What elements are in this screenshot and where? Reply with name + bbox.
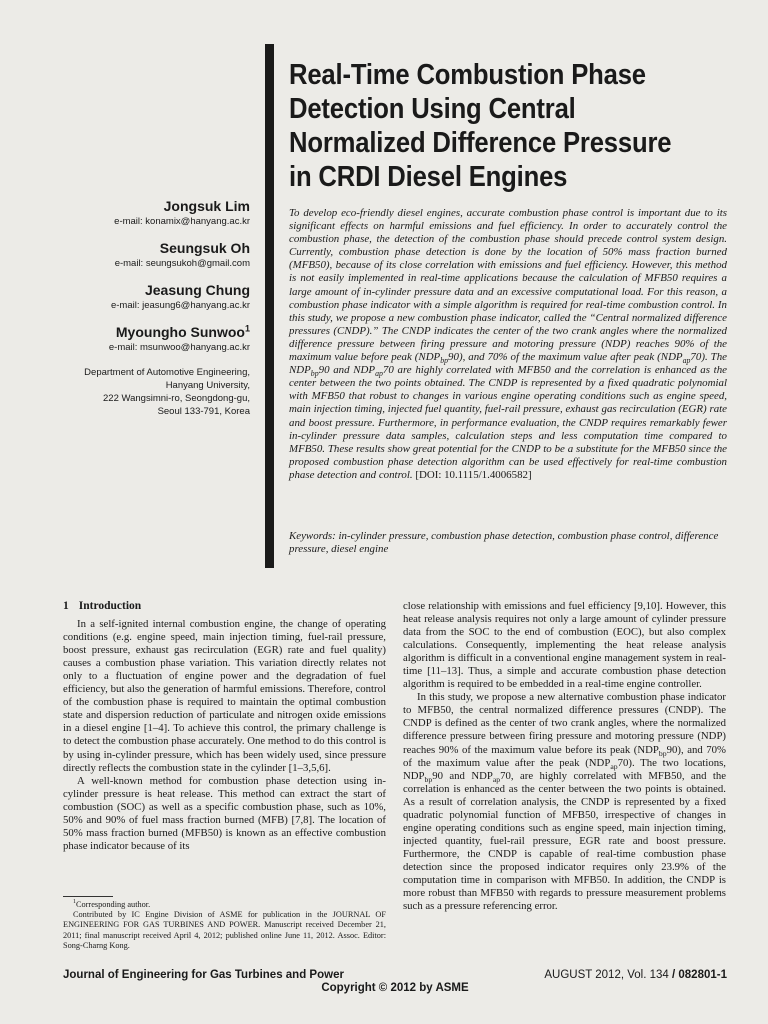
affiliation: Department of Automotive Engineering, Hanyang University, 222 Wangsimni-ro, Seongdong-gu, Seoul 133-791, Korea	[84, 367, 250, 417]
author-1	[60, 198, 250, 228]
page-number: 082801-1	[678, 969, 727, 981]
left-column	[63, 600, 386, 853]
footnote: Contributed by IC Engine Division of ASME for publication in the JOURNAL OF ENGINEERING FOR GAS TURBINES AND POWER. Manuscript received December 21, 2011; final manuscript received April 4, 2012; published online June 11, 2012. Assoc. Editor: Song-Charng Kong.	[63, 910, 386, 950]
author-name: Jongsuk Lim	[163, 198, 250, 214]
footnote-rule	[63, 896, 113, 897]
author-email[interactable]: e-mail: msunwoo@hanyang.ac.kr	[108, 342, 250, 353]
author-name: Myoungho Sunwoo$^1$	[115, 323, 250, 340]
right-column	[403, 600, 726, 913]
corresponding-marker: 1	[244, 323, 250, 334]
paragraph: In this study, we propose a new alternative combustion phase indicator to MFB50, the central normalized difference pressures (CNDP). The CNDP is defined as the center of two crank angles, where the normalized difference pressure between firing pressure and motoring pressure (NDP) reaches 90% of the maximum value before its peak $(NDP_{bp}90)$, and 70% of the maximum value after the peak $(NDP_{ap}70)$. The two locations, $NDP_{bp}90$ and $NDP_{ap}70$, are highly correlated with MFB50, and the correlation is enhanced as the center between the two points is obtained. As a result of correlation analysis, the CNDP is represented by a fixed quadratic polynomial function of MFB50, irrespective of changes in engine operating conditions such as engine speed, main injection timing, injected quantity, fuel-rail pressure, EGR rate and boost pressure. Furthermore, the CNDP is capable of real-time combustion phase detection since the proposed indicator requires only 23.9% of the computation time in comparison with MFB50. In addition, the CNDP is more robust than MFB50 with regards to pressure measurement problems such as a pressure referencing error.	[403, 691, 726, 913]
author-4	[60, 324, 250, 354]
paragraph: In a self-ignited internal combustion engine, the change of operating conditions (e.g. engine speed, main injection timing, fuel-rail pressure, boost pressure, exhaust gas recirculation (EGR) rate and fuel quality) causes a combustion phase variation. This variation directly relates not only to a fluctuation of engine power and the degradation of fuel efficiency, but also the generation of harmful emissions. Therefore, control of the combustion phase is required to maintain the optimal combustion state and dispersion reduction of particulate and nitrogen oxide emissions in a diesel engine [1–4]. To achieve this control, the primary challenge is to detect the combustion phase accurately. One method to do this control is by using in-cylinder pressure, which has been widely used, since pressure directly reflects the combustion state in the cylinder [1–3,5,6].	[63, 618, 386, 774]
journal-name: Journal of Engineering for Gas Turbines and Power	[63, 969, 344, 981]
author-email[interactable]: e-mail: seungsukoh@gmail.com	[114, 258, 250, 269]
keywords: Keywords: in-cylinder pressure, combustion phase detection, combustion phase control, difference pressure, diesel engine	[289, 530, 719, 556]
author-email[interactable]: e-mail: konamix@hanyang.ac.kr	[114, 216, 250, 227]
paper-title: Real-Time Combustion Phase Detection Using Central Normalized Difference Pressure in CRDI Diesel Engines	[289, 59, 672, 193]
footnote: $^1$Corresponding author.	[73, 899, 151, 909]
author-email[interactable]: e-mail: jeasung6@hanyang.ac.kr	[110, 300, 250, 311]
title-rule	[265, 44, 274, 568]
author-3	[60, 282, 250, 312]
author-name: Seungsuk Oh	[159, 240, 250, 256]
paragraph: close relationship with emissions and fuel efficiency [9,10]. However, this heat release analysis requires not only a large amount of cylinder pressure data from the SOC to the end of combustion (EOC), but also complex calculations. Consequently, implementing the heat release analysis algorithm is difficult in a conventional engine management system in real-time [11–13]. Thus, a simple and accurate combustion phase detection algorithm is required to be embedded in a real-time engine controller.	[403, 600, 726, 691]
footnotes	[63, 900, 386, 951]
abstract: To develop eco-friendly diesel engines, accurate combustion phase control is important due to its significant effects on harmful emissions and fuel efficiency. In order to accurately control the combustion phase, the detection of the combustion phase should precede control system design. Currently, combustion phase detection is done by the location of 50% mass fraction burned (MFB50), because of its close correlation with emissions and fuel efficiency. However, this method is not easily implemented in real-time applications because the calculation of MFB50 requires a large amount of in-cylinder pressure data and an excessive computational load. For this reason, a combustion phase indicator with a simple algorithm is required for real-time combustion control. In this study, we propose a new combustion phase indicator, called the “Central normalized difference pressures (CNDP).” The CNDP indicates the center of the two crank angles where the normalized difference pressure between firing pressure and motoring pressure (NDP) reaches 90% of the maximum value before peak $(NDP_{bp}90)$, and 70% of the maximum value after peak $(NDP_{ap}70)$. The $NDP_{bp}90$ and $NDP_{ap}70$ are highly correlated with MFB50 and the correlation is enhanced as the center between the two points obtained. The CNDP is represented by a fixed quadratic polynomial with MFB50 that robust to changes in various engine operating conditions such as engine speed, main injection timing, injected fuel quantity, fuel-rail pressure, exhaust gas recirculation (EGR) rate and boost pressure. Furthermore, in performance evaluation, the CNDP requires remarkably fewer in-cylinder pressure data samples, calculation steps and less computation time compared to MFB50. These results show great potential for the CNDP to be a substitute for the MFB50 since the proposed combustion phase detection algorithm can be used effectively for real-time combustion phase detection and control. [DOI: 10.1115/1.4006582]	[289, 207, 727, 481]
doi-link[interactable]: [DOI: 10.1115/1.4006582]	[412, 468, 532, 481]
author-name: Jeasung Chung	[144, 282, 250, 298]
paragraph: A well-known method for combustion phase detection using in-cylinder pressure is heat release. This method can extract the start of combustion (SOC) as well as a specific combustion phase, such as 10%, 50% and 90% of fuel mass fraction burned (MFB) [7,8]. The location of 50% mass fraction burned (MFB50) is known as an effective combustion phase indicator because of its	[63, 774, 386, 852]
issue-info: AUGUST 2012, Vol. 134 / 082801-1	[544, 969, 727, 981]
section-heading: 1 Introduction	[63, 600, 142, 612]
copyright: Copyright © 2012 by ASME	[321, 982, 469, 994]
author-block	[60, 198, 250, 418]
author-2	[60, 240, 250, 270]
